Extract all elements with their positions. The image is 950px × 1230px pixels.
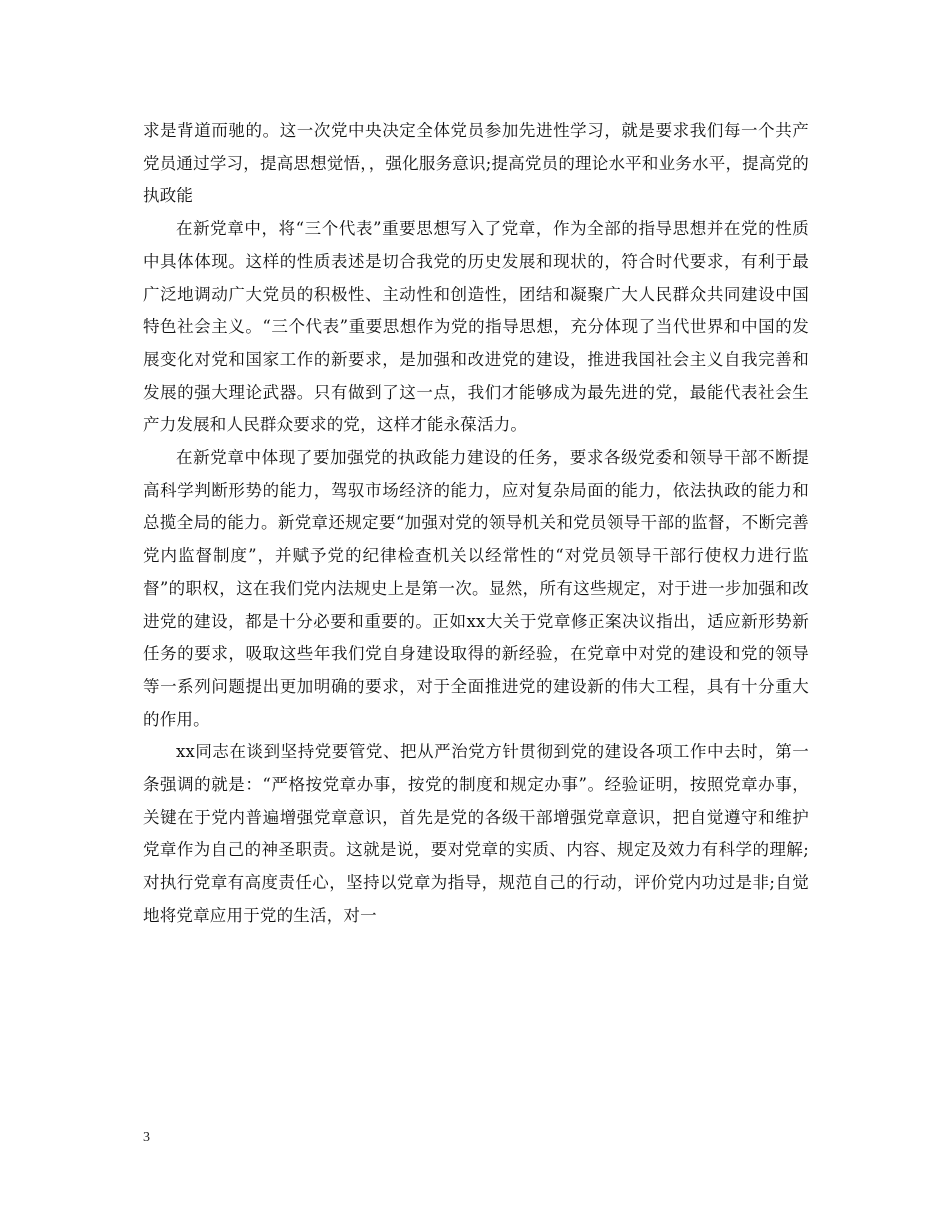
paragraph-governing-capacity: 在新党章中体现了要加强党的执政能力建设的任务，要求各级党委和领导干部不断提高科学判断形势的能力，驾驭市场经济的能力，应对复杂局面的能力，依法执政的能力和总揽全局的能力。新党章还规定要“加强对党的领导机关和党员领导干部的监督，不断完善党内监督制度”，并赋予党的纪律检查机关以经常性的“对党员领导干部行使权力进行监督”的职权，这在我们党内法规史上是第一次。显然，所有这些规定，对于进一步加强和改进党的建设，都是十分必要和重要的。正如xx大关于党章修正案决议指出，适应新形势新任务的要求，吸取这些年我们党自身建设取得的新经验，在党章中对党的建设和党的领导等一系列问题提出更加明确的要求，对于全面推进党的建设新的伟大工程，具有十分重大的作用。 <box>143 448 809 729</box>
paragraph-three-represents: 在新党章中，将“三个代表”重要思想写入了党章，作为全部的指导思想并在党的性质中具体体现。这样的性质表述是切合我党的历史发展和现状的，符合时代要求，有利于最广泛地调动广大党员的积极性、主动性和创造性，团结和凝聚广大人民群众共同建设中国特色社会主义。“三个代表”重要思想作为党的指导思想，充分体现了当代世界和中国的发展变化对党和国家工作的新要求，是加强和改进党的建设，推进我国社会主义自我完善和发展的强大理论武器。只有做到了这一点，我们才能够成为最先进的党，最能代表社会生产力发展和人民群众要求的党，这样才能永葆活力。 <box>143 219 809 435</box>
paragraph-party-constitution: xx同志在谈到坚持党要管党、把从严治党方针贯彻到党的建设各项工作中去时，第一条强调的就是：“严格按党章办事，按党的制度和规定办事”。经验证明，按照党章办事，关键在于党内普遍增强党章意识，首先是党的各级干部增强党章意识，把自觉遵守和维护党章作为自己的神圣职责。这就是说，要对党章的实质、内容、规定及效力有科学的理解;对执行党章有高度责任心，坚持以党章为指导，规范自己的行动，评价党内功过是非;自觉地将党章应用于党的生活，对一 <box>143 742 809 925</box>
body-text <box>143 115 809 933</box>
paragraph-continuation: 求是背道而驰的。这一次党中央决定全体党员参加先进性学习，就是要求我们每一个共产党员通过学习，提高思想觉悟，，强化服务意识;提高党员的理论水平和业务水平，提高党的执政能 <box>143 121 809 206</box>
page-number: 3 <box>143 1130 150 1145</box>
